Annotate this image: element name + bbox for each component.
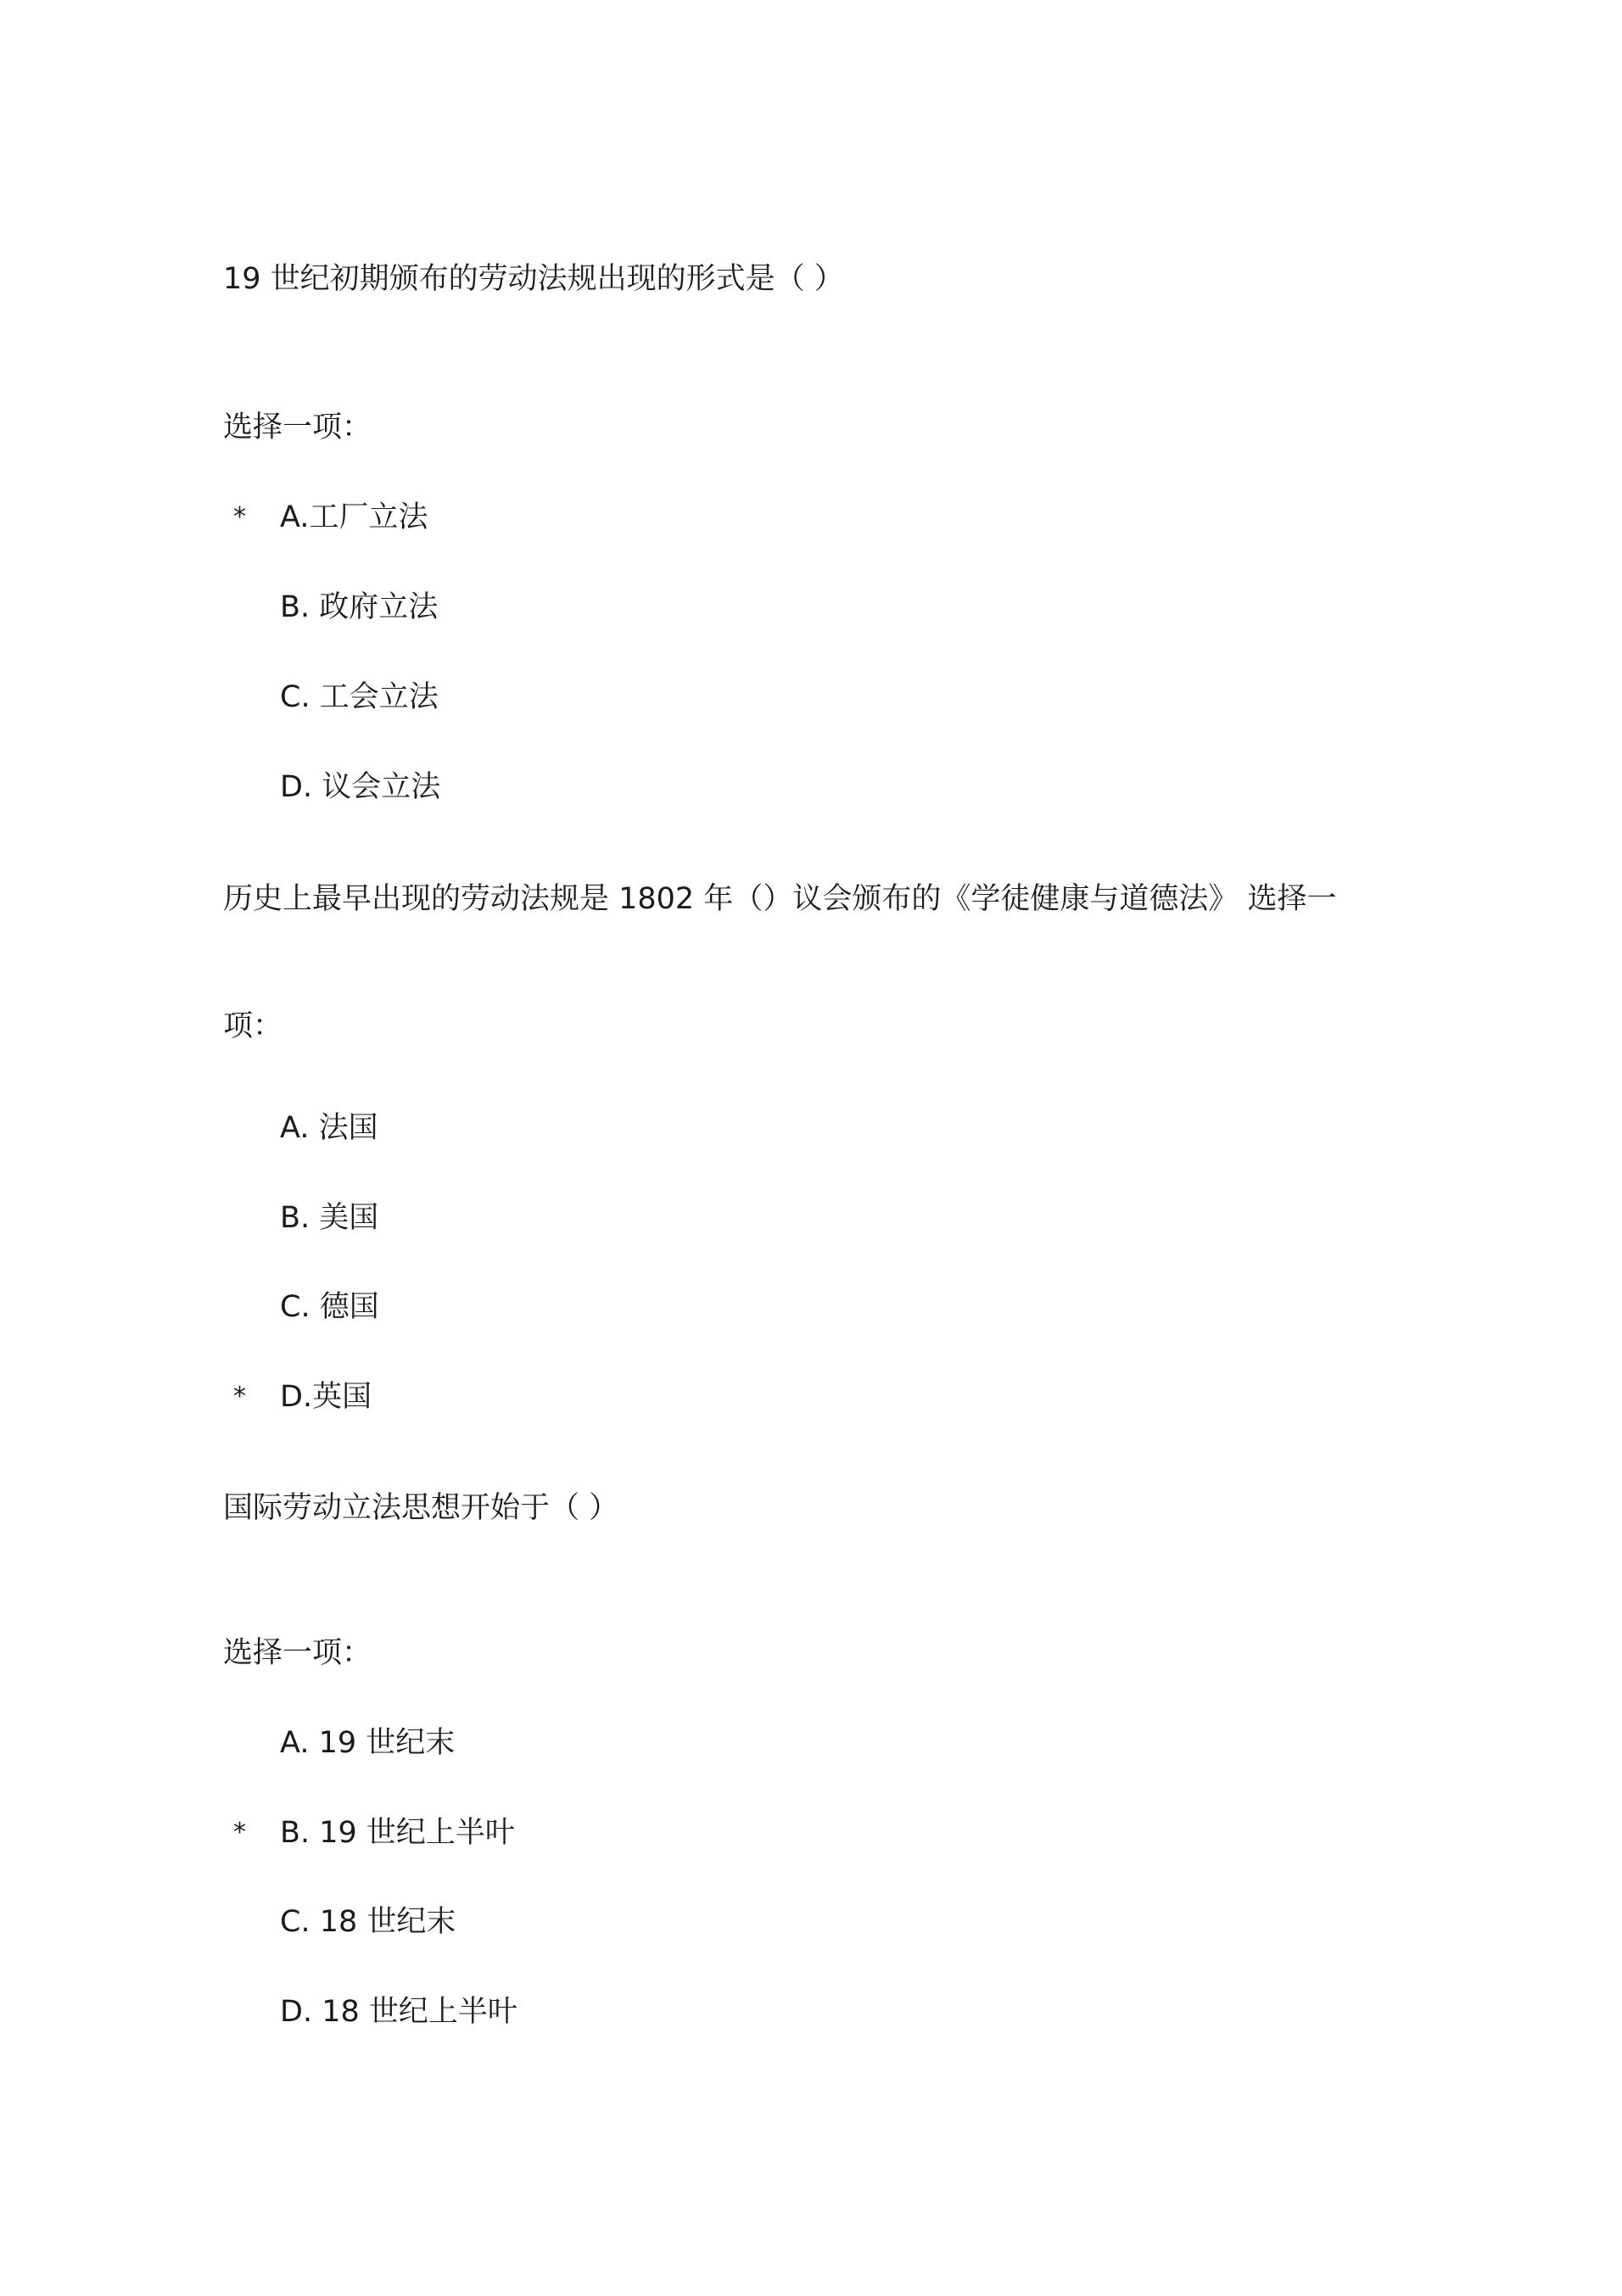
question-2-option-d: D.英国 bbox=[280, 1380, 372, 1414]
question-1-prompt: 19 世纪初期颁布的劳动法规出现的形式是（ ） bbox=[223, 262, 844, 296]
question-2-option-b: B. 美国 bbox=[280, 1201, 379, 1235]
question-3-prompt: 国际劳动立法思想开始于（ ） bbox=[223, 1491, 619, 1525]
question-1-option-d: D. 议会立法 bbox=[280, 770, 441, 804]
question-3-option-d: D. 18 世纪上半叶 bbox=[280, 1995, 517, 2029]
answer-marker: * bbox=[233, 502, 246, 532]
question-2-prompt: 历史上最早出现的劳动法规是 1802 年（）议会颁布的《学徒健康与道德法》 选择一 bbox=[223, 882, 1337, 916]
answer-marker: * bbox=[233, 1382, 246, 1411]
question-1-option-a: A.工厂立法 bbox=[280, 500, 428, 534]
question-1-option-c: C. 工会立法 bbox=[280, 680, 439, 714]
answer-marker: * bbox=[233, 1818, 246, 1847]
question-1-option-b: B. 政府立法 bbox=[280, 590, 439, 624]
question-3-select-label: 选择一项： bbox=[223, 1636, 372, 1670]
question-3-option-a: A. 19 世纪末 bbox=[280, 1726, 456, 1760]
question-2-prompt-continued: 项： bbox=[223, 1009, 283, 1043]
question-1-select-label: 选择一项： bbox=[223, 411, 372, 444]
question-3-option-b: B. 19 世纪上半叶 bbox=[280, 1816, 515, 1850]
question-3-option-c: C. 18 世纪末 bbox=[280, 1905, 456, 1939]
question-2-option-a: A. 法国 bbox=[280, 1111, 378, 1145]
question-2-option-c: C. 德国 bbox=[280, 1290, 379, 1324]
